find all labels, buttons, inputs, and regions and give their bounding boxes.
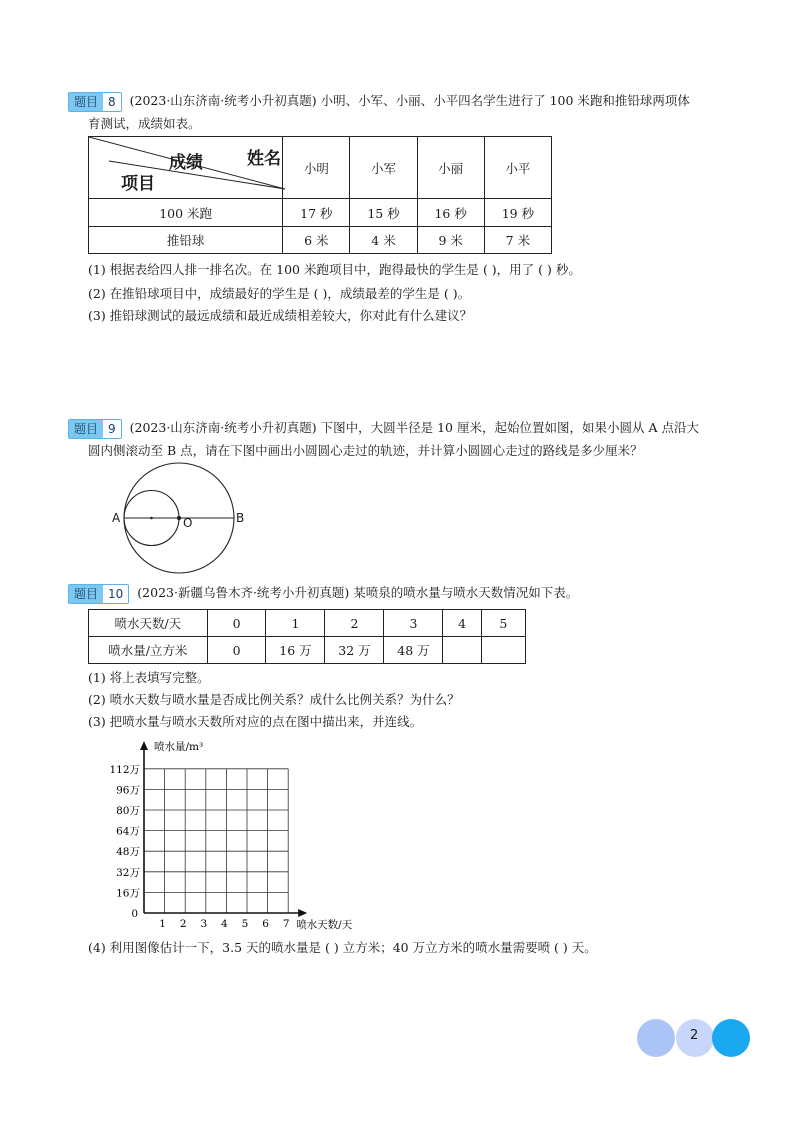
q8-corner-score: 成绩 [169,153,203,173]
q10-tag-label: 题目 [69,585,103,603]
y-axis-arrow [140,741,148,750]
y-tick-label: 64万 [116,825,140,838]
q10-sub2: (2) 喷水天数与喷水量是否成比例关系？成什么比例关系？为什么？ [88,692,460,707]
q10-volume-cell: 0 [207,637,266,664]
q10-day-cell: 0 [207,610,266,637]
q10-row1-label: 喷水天数/天 [89,610,208,637]
x-tick-label: 3 [200,918,208,930]
page-circle-light [637,1019,675,1057]
q9-center-o-dot [177,516,181,520]
q10-tag-number: 10 [103,585,128,603]
q9-stem-line1 [68,418,699,439]
q9-stem-line2: 圆内侧滚动至 B 点，请在下图中画出小圆圆心走过的轨迹，并计算小圆圆心走过的路线是多少厘米？ [88,443,643,458]
x-tick-label: 4 [221,918,228,930]
q10-sub3: (3) 把喷水量与喷水天数所对应的点在图中描出来，并连线。 [88,714,423,729]
x-tick-label: 2 [179,918,187,930]
q10-sub4: (4) 利用图像估计一下，3.5 天的喷水量是 ( ) 立方米；40 万立方米的喷水量需要喷 ( ) 天。 [88,940,597,955]
q10-stem-text: (2023·新疆乌鲁木齐·统考小升初真题) 某喷泉的喷水量与喷水天数情况如下表。 [137,585,579,600]
x-tick-label: 5 [241,918,249,930]
q8-name-col: 小军 [350,137,417,199]
q8-cell: 4 米 [350,227,417,254]
q10-volume-cell-blank[interactable] [443,637,481,664]
q8-row-item: 推铅球 [89,227,283,254]
q10-volume-cell-blank[interactable] [481,637,525,664]
q8-stem-line2: 育测试，成绩如表。 [88,116,201,131]
y-tick-label: 80万 [116,805,140,817]
q8-cell: 16 秒 [417,199,484,227]
q8-corner-item: 项目 [121,174,155,194]
q8-tag-label: 题目 [69,93,103,111]
q10-volume-cell: 32 万 [325,637,384,664]
q9-stem-text1: (2023·山东济南·统考小升初真题) 下图中，大圆半径是 10 厘米，起始位置如图，如果小圆从 A 点沿大 [129,420,699,435]
q8-sub2: (2) 在推铅球项目中，成绩最好的学生是 ( )，成绩最差的学生是 ( )。 [88,286,471,301]
q9-label-a: A [112,511,121,525]
x-tick-label: 1 [159,918,166,930]
page-circle-dark [712,1019,750,1057]
q8-tag-number: 8 [103,93,121,111]
q8-row-item: 100 米跑 [89,199,283,227]
q10-day-cell: 4 [443,610,481,637]
q9-label-o: O [183,516,193,530]
q8-header-corner [89,137,283,199]
y-axis-title: 喷水量/m³ [154,741,204,753]
q10-stem [68,583,578,604]
page-number: 2 [690,1028,699,1043]
q8-name-col: 小平 [484,137,551,199]
q8-sub3: (3) 推铅球测试的最远成绩和最近成绩相差较大，你对此有什么建议？ [88,308,473,323]
q8-cell: 17 秒 [283,199,350,227]
q8-cell: 7 米 [484,227,551,254]
q10-volume-cell: 48 万 [384,637,443,664]
q9-label-b: B [236,511,245,525]
q10-day-cell: 3 [384,610,443,637]
y-tick-label: 96万 [116,784,140,797]
q9-tag [68,419,122,439]
q8-stem-line1 [68,91,690,112]
origin-label: 0 [131,908,138,920]
q8-stem-text1: (2023·山东济南·统考小升初真题) 小明、小军、小丽、小平四名学生进行了 100 米跑和推铅球两项体 [129,93,690,108]
q9-tag-number: 9 [103,420,121,438]
y-tick-label: 48万 [116,846,140,859]
q8-corner-name: 姓名 [247,149,281,169]
q8-tag [68,92,122,112]
q9-tag-label: 题目 [69,420,103,438]
q8-cell: 19 秒 [484,199,551,227]
q8-cell: 6 米 [283,227,350,254]
q8-cell: 9 米 [417,227,484,254]
q10-table [88,609,526,664]
q10-volume-cell: 16 万 [266,637,325,664]
x-tick-label: 6 [262,918,269,930]
q10-tag [68,584,129,604]
q8-score-table [88,136,552,254]
x-axis-arrow [298,909,307,917]
q9-small-center-dot [150,517,153,520]
q8-name-col: 小丽 [417,137,484,199]
q10-row2-label: 喷水量/立方米 [89,637,208,664]
q10-day-cell: 2 [325,610,384,637]
y-tick-label: 112万 [109,763,140,776]
y-tick-label: 32万 [116,866,140,879]
q10-day-cell: 5 [481,610,525,637]
x-tick-label: 7 [282,918,290,930]
q8-cell: 15 秒 [350,199,417,227]
y-tick-label: 16万 [116,887,140,900]
q10-sub1: (1) 将上表填写完整。 [88,670,210,685]
x-axis-title: 喷水天数/天 [296,919,353,931]
q10-grid-chart[interactable] [100,738,370,938]
q8-sub1: (1) 根据表给四人排一排名次。在 100 米跑项目中，跑得最快的学生是 ( )，用了 ( ) 秒。 [88,262,581,277]
q10-day-cell: 1 [266,610,325,637]
q8-name-col: 小明 [283,137,350,199]
